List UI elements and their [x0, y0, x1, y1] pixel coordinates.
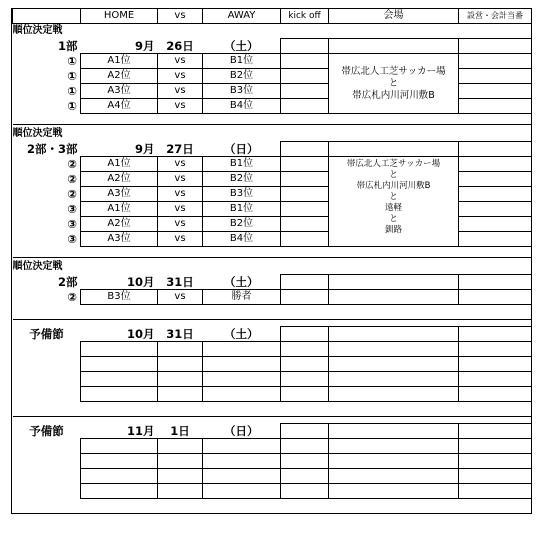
- away-team: B3位: [203, 84, 281, 99]
- home-team: B3位: [81, 290, 158, 305]
- sec2-title-row: [13, 127, 532, 142]
- venue-line: 帯広札内川河川敷B: [356, 181, 431, 191]
- sec4-title: 予備節: [29, 327, 64, 341]
- sec5-month: 11月: [126, 423, 155, 438]
- spacer-row: [13, 114, 532, 125]
- sec5-date-row: [13, 424, 532, 439]
- venue-line: 釧路: [384, 225, 402, 235]
- blank-row: [13, 439, 532, 454]
- sec1-weekday: （土）: [224, 38, 259, 53]
- sec3-title-row: [13, 260, 532, 275]
- venue-line: 帯広北人工芝サッカー場: [346, 159, 441, 169]
- sec2-division: 2部・3部: [26, 142, 78, 156]
- sec3-month: 10月: [126, 274, 155, 289]
- vs-cell: vs: [158, 202, 203, 217]
- sec1-title: 順位決定戦: [12, 25, 63, 37]
- venue-line: 帯広札内川河川敷B: [352, 89, 435, 101]
- vs-cell: vs: [158, 54, 203, 69]
- sec2-title: 順位決定戦: [12, 128, 63, 140]
- header-blank: [13, 9, 81, 24]
- round-mark: ②: [67, 290, 77, 304]
- spacer-row: [13, 247, 532, 258]
- sec1-month: 9月: [134, 38, 155, 53]
- venue-line: と: [389, 192, 398, 202]
- venue-line: と: [389, 214, 398, 224]
- away-team: 勝者: [203, 290, 281, 305]
- spacer-row: [13, 305, 532, 320]
- sec5-weekday: （日）: [224, 423, 259, 438]
- spacer-row: [13, 402, 532, 417]
- away-team: B1位: [203, 157, 281, 172]
- sec5-title: 予備節: [29, 424, 64, 438]
- blank-row: [13, 372, 532, 387]
- spacer-row: [13, 499, 532, 514]
- header-row: [13, 9, 532, 24]
- home-team: A3位: [81, 232, 158, 247]
- away-team: B3位: [203, 187, 281, 202]
- sec1-division: 1部: [57, 39, 78, 53]
- schedule-sheet: [11, 8, 532, 514]
- match-row: [13, 290, 532, 305]
- sec3-day: 31日: [166, 274, 194, 289]
- sec3-division: 2部: [57, 275, 78, 289]
- round-mark: ②: [67, 157, 77, 171]
- blank-row: [13, 357, 532, 372]
- blank-row: [13, 484, 532, 499]
- home-team: A2位: [81, 172, 158, 187]
- vs-cell: vs: [158, 172, 203, 187]
- home-team: A1位: [81, 202, 158, 217]
- vs-cell: vs: [158, 69, 203, 84]
- home-team: A3位: [81, 84, 158, 99]
- sec3-date-row: [13, 275, 532, 290]
- sec2-venue: [329, 157, 459, 247]
- match-row: [13, 54, 532, 69]
- vs-cell: vs: [158, 290, 203, 305]
- round-mark: ③: [67, 232, 77, 246]
- vs-cell: vs: [158, 232, 203, 247]
- sec2-date-row: [13, 142, 532, 157]
- match-row: [13, 157, 532, 172]
- venue-line: と: [388, 77, 399, 89]
- header-staff: 設営・会計当番: [459, 9, 532, 24]
- round-mark: ①: [67, 99, 77, 113]
- away-team: B1位: [203, 54, 281, 69]
- header-home: HOME: [81, 9, 158, 24]
- sec5-day: 1日: [170, 423, 190, 438]
- sec2-day: 27日: [166, 141, 194, 156]
- sec2-weekday: （日）: [224, 141, 259, 156]
- home-team: A2位: [81, 217, 158, 232]
- away-team: B2位: [203, 172, 281, 187]
- round-mark: ①: [67, 69, 77, 83]
- round-mark: ②: [67, 187, 77, 201]
- home-team: A3位: [81, 187, 158, 202]
- schedule-table: [12, 8, 532, 513]
- section-divider: [13, 320, 532, 327]
- sec3-title: 順位決定戦: [12, 261, 63, 273]
- sec4-month: 10月: [126, 326, 155, 341]
- sec1-day: 26日: [166, 38, 194, 53]
- venue-line: と: [389, 170, 398, 180]
- sec4-date-row: [13, 327, 532, 342]
- home-team: A4位: [81, 99, 158, 114]
- away-team: B1位: [203, 202, 281, 217]
- header-kickoff: kick off: [281, 9, 329, 24]
- blank-row: [13, 342, 532, 357]
- round-mark: ②: [67, 172, 77, 186]
- vs-cell: vs: [158, 217, 203, 232]
- header-vs: vs: [158, 9, 203, 24]
- round-mark: ③: [67, 217, 77, 231]
- header-away: AWAY: [203, 9, 281, 24]
- venue-line: 帯広北人工芝サッカー場: [341, 65, 446, 77]
- sec3-weekday: （土）: [224, 274, 259, 289]
- vs-cell: vs: [158, 157, 203, 172]
- header-venue: 会場: [329, 9, 459, 24]
- venue-line: 遠軽: [384, 203, 402, 213]
- away-team: B4位: [203, 99, 281, 114]
- away-team: B2位: [203, 69, 281, 84]
- round-mark: ①: [67, 54, 77, 68]
- round-mark: ①: [67, 84, 77, 98]
- home-team: A1位: [81, 157, 158, 172]
- sec4-weekday: （土）: [224, 326, 259, 341]
- home-team: A2位: [81, 69, 158, 84]
- away-team: B4位: [203, 232, 281, 247]
- round-mark: ③: [67, 202, 77, 216]
- sec4-day: 31日: [166, 326, 194, 341]
- away-team: B2位: [203, 217, 281, 232]
- blank-row: [13, 469, 532, 484]
- blank-row: [13, 454, 532, 469]
- blank-row: [13, 387, 532, 402]
- vs-cell: vs: [158, 84, 203, 99]
- sec2-month: 9月: [134, 141, 155, 156]
- section-divider: [13, 417, 532, 424]
- vs-cell: vs: [158, 99, 203, 114]
- vs-cell: vs: [158, 187, 203, 202]
- sec1-date-row: [13, 39, 532, 54]
- sec1-title-row: [13, 24, 532, 39]
- home-team: A1位: [81, 54, 158, 69]
- sec1-venue: [329, 54, 459, 114]
